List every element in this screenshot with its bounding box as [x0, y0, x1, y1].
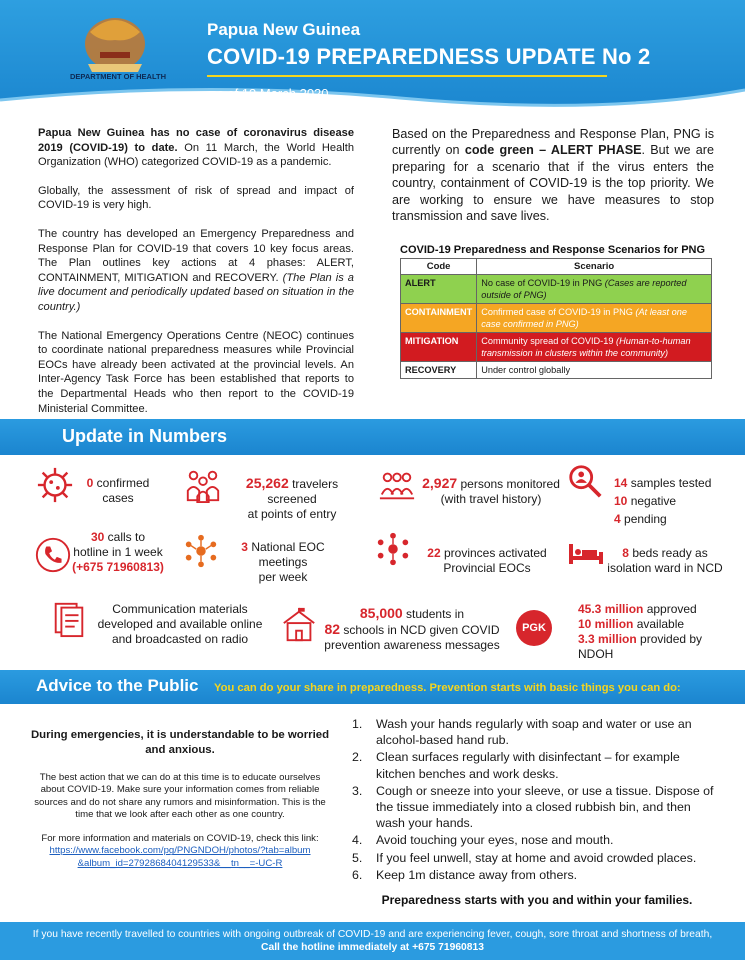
document-icon	[50, 600, 88, 638]
stat-label: confirmed	[93, 476, 150, 490]
intro-right-column	[392, 126, 714, 224]
funding-approved: 45.3 million	[578, 602, 644, 616]
provincial-eoc-icon	[374, 530, 412, 568]
stat-label: samples tested	[627, 476, 712, 490]
stat-label: beds ready as	[628, 546, 708, 560]
scenario-note: (At least one case confirmed in PNG)	[481, 307, 687, 329]
stat-label: cases	[102, 491, 134, 505]
stat-label: National EOC meetings	[247, 540, 325, 569]
table-row-mitigation	[401, 333, 712, 362]
negative-count: 10	[614, 494, 628, 508]
intro-paragraph-4: The National Emergency Operations Centre (NEOC) continues to coordinate national preparedness measures while Provincial EOCs have already been activated at the provincial levels. An Inter-Agency Task Force has been established that reports to the Departmental Heads who then report to the COVID-19 Ministerial Committee.	[38, 329, 354, 415]
stat-label: provinces activated	[440, 546, 547, 560]
header-code: Code	[401, 259, 477, 275]
stat-label: pending	[620, 512, 667, 526]
row-code: CONTAINMENT	[401, 304, 477, 333]
stat-label: schools in NCD given COVID	[340, 623, 500, 637]
stat-label: negative	[627, 494, 677, 508]
intro-paragraph-1	[38, 126, 354, 170]
eoc-meeting-icon	[182, 532, 220, 570]
page-title: COVID-19 PREPAREDNESS UPDATE No 2	[207, 44, 651, 69]
stat-confirmed-cases	[78, 476, 158, 506]
advice-reassurance: During emergencies, it is understandable to be worried and anxious.	[30, 729, 330, 756]
list-item-text: Clean surfaces regularly with disinfectant – for example kitchen benches and work desks.	[376, 750, 680, 781]
pandemic-statement: On 11 March, the World Health Organization (WHO) categorized COVID-19 as a pandemic.	[38, 141, 354, 169]
intro-paragraph-2: Globally, the assessment of risk of spread and impact of COVID-19 is very high.	[38, 184, 354, 212]
samples-count: 14	[614, 476, 628, 490]
bed-icon	[568, 542, 604, 566]
intro-paragraph-3	[38, 227, 354, 315]
stat-label: approved	[643, 602, 697, 616]
advice-paragraph: The best action that we can do at this time is to educate ourselves about COVID-19. Make sure your information comes from reliable sources and do not share any rumors and misinformation. This is the time that we look after each other as one country.	[34, 772, 326, 820]
scenario-table	[400, 258, 712, 379]
plan-note: (The Plan is a live document and periodically updated based on situation in the country.)	[38, 271, 354, 313]
stat-label: per week	[258, 570, 308, 584]
stat-hotline-calls	[68, 530, 168, 575]
facebook-link-line1[interactable]: https://www.facebook.com/pg/PNGNDOH/photos/?tab=album	[49, 845, 311, 857]
header-scenario: Scenario	[477, 259, 712, 275]
stat-label: calls to	[104, 530, 146, 544]
table-row-alert	[401, 275, 712, 304]
school-icon	[280, 606, 318, 644]
stat-label: prevention awareness messages	[324, 638, 500, 652]
advice-more-info: For more information and materials on COVID-19, check this link:	[41, 833, 319, 845]
stat-label: and broadcasted on radio	[111, 632, 249, 646]
row-code: MITIGATION	[401, 333, 477, 362]
stat-isolation-beds	[600, 546, 730, 576]
stat-label: provided by NDOH	[578, 632, 703, 661]
phone-icon	[34, 536, 72, 574]
list-item-text: Wash your hands regularly with soap and water or use an alcohol-based hand rub.	[376, 717, 692, 748]
list-item: 3. Cough or sneeze into your sleeve, or use a tissue. Dispose of the tissue immediately into a closed rubbish bin, and then wash your hands.	[352, 783, 722, 832]
advice-section-title: Advice to the Public	[36, 676, 199, 695]
pending-count: 4	[614, 512, 621, 526]
phase-text-a: Based on the Preparedness and Response Plan, PNG is currently on	[392, 127, 714, 158]
row-scenario	[477, 362, 712, 379]
row-code: RECOVERY	[401, 362, 477, 379]
intro-left-column	[38, 126, 354, 430]
footer-hotline: Call the hotline immediately at +675 71960813	[261, 942, 484, 953]
department-label: DEPARTMENT OF HEALTH	[70, 72, 166, 81]
report-date: as of 13 March 2020	[210, 86, 329, 101]
scenario-note: (Human-to-human transmission in clusters within the community)	[481, 336, 691, 358]
table-row-recovery	[401, 362, 712, 379]
scenario-table-title: COVID-19 Preparedness and Response Scenarios for PNG	[400, 244, 706, 256]
virus-icon	[36, 466, 74, 504]
scenario-text: No case of COVID-19 in PNG	[481, 278, 605, 288]
travelers-icon	[184, 466, 222, 504]
no-case-statement: Papua New Guinea has no case of coronavirus disease 2019 (COVID-19) to date.	[38, 127, 354, 154]
schools-count: 82	[324, 621, 341, 637]
magnifier-sample-icon	[566, 462, 604, 500]
stat-label: at points of entry	[247, 507, 337, 521]
stat-label: (with travel history)	[440, 492, 542, 506]
pgk-currency-icon: PGK	[516, 610, 552, 646]
row-scenario	[477, 275, 712, 304]
plan-text: The country has developed an Emergency Preparedness and Response Plan for COVID-19 that covers 10 key focus areas. The Plan outlines key actions at 4 phases: ALERT, CONTAINMENT, MITIGATION and RECOVERY.	[38, 227, 354, 284]
stat-label: persons monitored	[457, 477, 560, 491]
hotline-number: (+675 71960813)	[72, 560, 164, 574]
footer-banner	[0, 922, 745, 960]
table-header-row	[401, 259, 712, 275]
stat-samples	[614, 474, 734, 528]
monitored-count: 2,927	[422, 475, 458, 491]
phase-code: code green – ALERT PHASE	[464, 143, 642, 158]
advice-left-column	[30, 728, 330, 870]
numbers-section-title: Update in Numbers	[62, 426, 228, 446]
list-item-text: Avoid touching your eyes, nose and mouth.	[376, 833, 614, 848]
travelers-count: 25,262	[245, 475, 289, 491]
persons-monitored-icon	[378, 466, 416, 504]
stat-label: students in	[402, 607, 465, 621]
beds-count: 8	[622, 546, 629, 560]
calls-count: 30	[90, 530, 105, 544]
prevention-list	[352, 716, 722, 884]
stat-label: Communication materials	[112, 602, 248, 616]
eoc-count: 3	[241, 540, 248, 554]
stat-communication-materials	[96, 602, 264, 647]
phase-text-b: . But we are preparing for a scenario that if the virus enters the country, containment of COVID-19 is the top priority. We are working to ensure we have measures to stop transmission and save lives.	[392, 143, 715, 224]
stat-label: hotline in 1 week	[73, 545, 163, 559]
title-underline	[207, 75, 607, 77]
list-item: 6. Keep 1m distance away from others.	[352, 867, 578, 882]
stat-label: isolation ward in NCD	[607, 561, 723, 575]
stat-provinces-activated	[412, 546, 562, 576]
facebook-link-line2[interactable]: &album_id=2792868404129533&__tn__=-UC-R	[77, 857, 283, 869]
provinces-count: 22	[427, 546, 441, 560]
list-item-text: If you feel unwell, stay at home and avoid crowded places.	[376, 850, 697, 865]
list-item-text: Keep 1m distance away from others.	[376, 867, 578, 882]
stat-label: available	[633, 617, 685, 631]
advice-closing: Preparedness starts with you and within your families.	[381, 893, 693, 907]
stat-label: Provincial EOCs	[443, 561, 531, 575]
scenario-text: Community spread of COVID-19	[481, 336, 617, 346]
stat-label: travelers screened	[267, 477, 339, 506]
stat-persons-monitored	[416, 476, 566, 507]
header-country: Papua New Guinea	[207, 20, 361, 39]
scenario-text: Confirmed case of COVID-19 in PNG	[481, 307, 636, 317]
row-scenario	[477, 333, 712, 362]
row-code: ALERT	[401, 275, 477, 304]
funding-available: 10 million	[578, 617, 634, 631]
list-item: 4. Avoid touching your eyes, nose and mouth.	[352, 833, 614, 848]
stat-school-awareness	[320, 606, 504, 653]
students-count: 85,000	[359, 605, 403, 621]
stat-funding	[578, 602, 738, 662]
list-item: 5. If you feel unwell, stay at home and avoid crowded places.	[352, 850, 697, 865]
funding-provided: 3.3 million	[578, 632, 637, 646]
confirmed-count: 0	[86, 476, 94, 490]
scenario-text: Under control globally	[481, 365, 571, 375]
footer-line1: If you have recently travelled to countries with ongoing outbreak of COVID-19 and are experiencing fever, cough, sore throat and shortness of breath,	[32, 929, 713, 940]
list-item-text: Cough or sneeze into your sleeve, or use a tissue. Dispose of the tissue immediately into a closed rubbish bin, and then wash your hands.	[376, 783, 714, 831]
table-row-containment	[401, 304, 712, 333]
advice-subtitle: You can do your share in preparedness. Prevention starts with basic things you can do:	[214, 682, 681, 694]
stat-eoc-meetings	[216, 540, 350, 585]
stat-travelers-screened	[222, 476, 362, 522]
list-item: 2. Clean surfaces regularly with disinfectant – for example kitchen benches and work desks.	[352, 749, 722, 781]
list-item: 1. Wash your hands regularly with soap and water or use an alcohol-based hand rub.	[352, 716, 722, 748]
stat-label: developed and available online	[97, 617, 263, 631]
row-scenario	[477, 304, 712, 333]
scenario-note: (Cases are reported outside of PNG)	[481, 278, 687, 300]
